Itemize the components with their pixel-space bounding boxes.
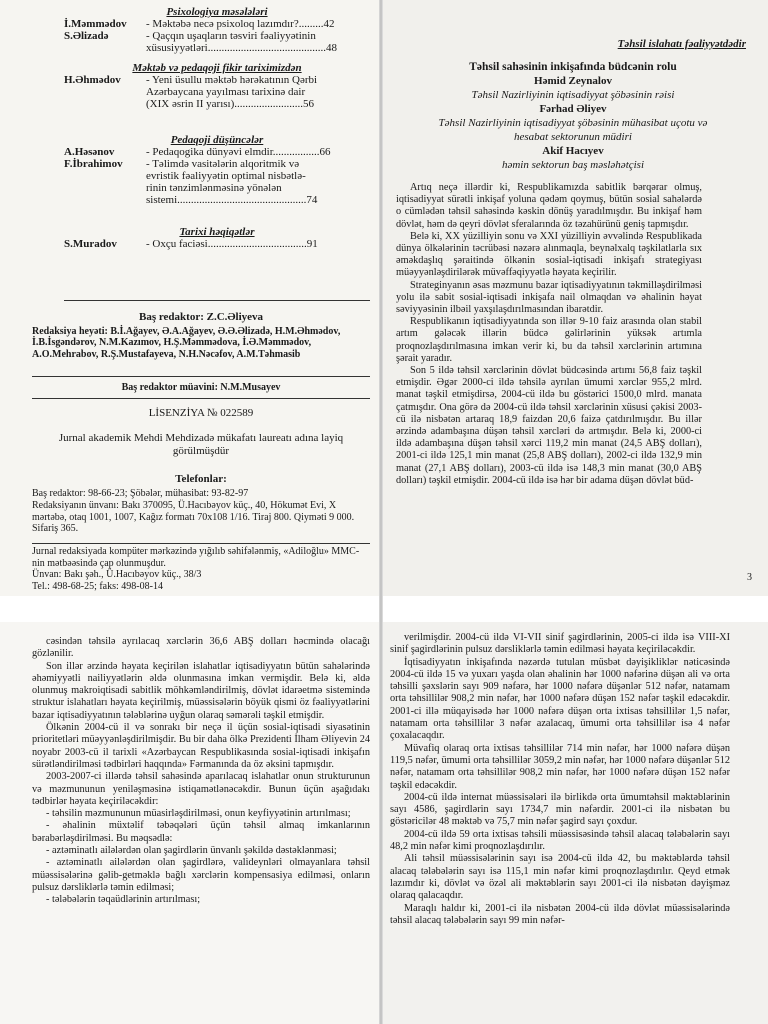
paragraph: - təhsilin məzmununun müasirləşdirilməsi, onun keyfiyyətinin artırılması; — [46, 808, 351, 820]
toc-title: - Pedaqogika dünyəvi elmdir.................66 — [146, 146, 331, 158]
table-of-contents — [64, 6, 370, 250]
toc-author — [64, 86, 146, 98]
paragraph: - tələbələrin təqaüdlərinin artırılması; — [46, 894, 201, 906]
author-position: Təhsil Nazirliyinin iqtisadiyyat şöbəsinin rəisi — [471, 89, 675, 101]
author-name: Həmid Zeynalov — [534, 75, 612, 87]
award-note: Jurnal akademik Mehdi Mehdizadə mükafatı laureatı adına layiq görülmüşdür — [58, 432, 344, 457]
toc-section-heading: Pedaqoji düşüncələr — [170, 134, 264, 146]
page-gap — [0, 596, 768, 622]
chief-editor: Baş redaktor: Z.C.Əliyeva — [138, 311, 264, 323]
toc-author — [64, 170, 146, 182]
toc-entry — [64, 74, 370, 86]
divider — [64, 300, 370, 301]
paragraph: verilmişdir. 2004-cü ildə VI-VII sinif şagirdlərinin, 2005-ci ildə isə VIII-XI sinif şagirdlərinin pulsuz dərsliklərlə təmin edilməsi həyata keçiriləcəkdir. — [390, 632, 730, 656]
paragraph: - aztəminatlı ailələrdən olan şagirdlərə, valideynləri olmayanlara təhsil müəssisələrinə gəlib-getməklə bağlı xərclərin kompensasiya edilməsi, onların pulsuz dərsliklərlə təmin edilməsi; — [32, 857, 370, 893]
article-body-right — [396, 182, 702, 487]
toc-author — [64, 182, 146, 194]
paragraph: Belə ki, XX yüzilliyin sonu və XXI yüzilliyin əvvəlində Respublikada dünya ölkələrinin təcrübəsi nəzərə alınmaqla, beynəlxalq təşkilatlarla sıx əməkdaşlıq şəraitində ölkənin sosial-iqtisadi inkişafı strategiyası müəyyənləşdirilərək müvəffəqiyyətlə həyata keçirilir. — [396, 230, 702, 279]
paragraph: Son illər ərzində həyata keçirilən islahatlar iqtisadiyyatın bütün sahələrində əhəmiyyətli nailiyyətlərin əldə olunmasına imkan vermişdir. Belə ki, əldə olunmuş makroiqtisadi sabitlik möhkəmləndirilmiş, dövlət idarəetmə sistemində struktur islahatları həyata keçirilmiş, müəssisələrin böyük qismi öz fəaliyyətlərini bazar iqtisadiyyatının tələblərinə uyğun olaraq səmərəli təşkil etmişdir. — [32, 660, 370, 721]
paragraph: Ölkənin 2004-cü il və sonrakı bir neçə il üçün sosial-iqtisadi siyasətinin prioritetləri müəyyənləşdirilmişdir. Bu bir daha ölkə Prezidenti İlham Əliyevin 24 noyabr 2003-cü il tarixli «Azərbaycan Respublikasında sosial-iqtisadi inkişafın sürətləndirilməsi tədbirləri haqqında» Fərmanında da öz əksini tapmışdır. — [32, 722, 370, 770]
toc-title: rinin tənzimlənməsinə yönələn — [146, 182, 282, 194]
license: LİSENZİYA № 022589 — [148, 407, 254, 419]
address: Redaksiyanın ünvanı: Bakı 370095, Ü.Hacıbəyov küç., 40, Hökumət Evi, X mərtəbə, otaq 1001, 1007, Kağız formatı 70x108 1/16. Tiraj 800. Qiyməti 9 000. Sifariş 365. — [32, 500, 355, 534]
print-info: Jurnal redaksiyada kompüter mərkəzində yığılıb səhifələnmiş, «Adiloğlu» MMC-nin mətbəəsində çap olunmuşdur. — [32, 546, 360, 569]
paragraph: Müvafiq olaraq orta ixtisas təhsillilər 714 min nəfər, hər 1000 nəfərə düşən 119,5 nəfər, ümumi orta təhsillilər 3059,2 min nəfər, hər 1000 nəfərə düşənlər 512 nəfər, natamam orta təhsillilər 908,2 min nəfər, hər 1000 nəfərə düşən 152 nəfər təşkil edəcəkdir. — [390, 742, 730, 791]
author-position: Təhsil Nazirliyinin iqtisadiyyat şöbəsinin mühasibat uçotu və hesabat sektorunun müdiri — [438, 117, 708, 143]
paragraph: Son 5 ildə təhsil xərclərinin dövlət büdcəsində artımı 56,8 faiz təşkil etmişdir. Əgər 2000-ci ildə təhsilə ayrılan ümumi xərclər 955,2 mlrd. manat təşkil etmişdirsə, 2004-cü ildə bu göstərici 1500,0 mlrd. manata çatmışdır. Ona görə də 2004-cü ildə təhsil xərclərinin xüsusi çəkisi 2003-cü ilə nisbətən artaraq 18,9 faizdən 20,6 faizə çatdırılmışdır. Bu illər ərzində adambaşına düşən təhsil xərcləri də artmışdır. Belə ki, 2000-ci ildə adambaşına düşən təhsil xərci 119,2 min manat (24,5 ABŞ dolları), 2001-ci ildə 125,1 min manat (25,8 ABŞ dolları), 2002-ci ildə 132,9 min manat (27,1 ABŞ dolları), 2003-cü ildə isə 148,3 min manat (30,0 ABŞ dolları) təşkil etmişdir. 2004-cü ildə isə hər bir adama düşən dövlət büd- — [396, 365, 702, 486]
phones: Baş redaktor: 98-66-23; Şöbələr, mühasibat: 93-82-97 — [32, 488, 249, 499]
toc-entry — [64, 86, 370, 98]
toc-entry — [64, 194, 370, 206]
page-number: 3 — [747, 572, 752, 583]
toc-title: - Qaçqın uşaqların təsviri fəaliyyətinin — [146, 30, 316, 42]
article-body-bottom-right — [390, 632, 730, 927]
toc-entry — [64, 18, 370, 30]
paragraph: Respublikanın iqtisadiyyatında son illər 9-10 faiz arasında olan stabil artım gələcək illərin büdcə gəlirlərinin yüksək artımla proqnozlaşdırılmasına imkan verir ki, bu da təhsil xərclərinin artımına şərait yaradır. — [396, 316, 702, 364]
paragraph: - əhalinin müxtəlif təbəqələri üçün təhsil almaq imkanlarının bərabərləşdirilməsi. Bu məqsədlə: — [32, 820, 370, 844]
toc-author: A.Həsənov — [64, 146, 115, 158]
paragraph: Ali təhsil müəssisələrinin sayı isə 2004-cü ildə 42, bu məktəblərdə təhsil alacaq tələbələrin sayı isə 115,1 min nəfər kimi proqnozlaşdırılır. Qeyd etmək lazımdır ki, dövlət və özəl ali məktəblərin sayı 2001-ci ilə nisbətən dəyişməz olaraq qalacaqdır. — [390, 853, 730, 902]
toc-title: Azərbaycana yayılması tarixinə dair — [146, 86, 306, 98]
toc-author: S.Əlizadə — [64, 30, 109, 42]
toc-title: evristik fəaliyyətin optimal nisbətlə- — [146, 170, 306, 182]
toc-entry — [64, 170, 370, 182]
author-position: həmin sektorun baş məsləhətçisi — [501, 159, 645, 171]
toc-author: F.İbrahimov — [64, 158, 123, 170]
divider — [32, 376, 370, 377]
toc-author: S.Muradov — [64, 238, 117, 250]
toc-title: - Təlimdə vasitələrin alqoritmik və — [146, 158, 300, 170]
article-title: Təhsil sahəsinin inkişafında büdcənin rolu — [469, 61, 677, 73]
article-title-block — [392, 60, 754, 172]
toc-entry — [64, 158, 370, 170]
toc-title: (XIX əsrin II yarısı).........................56 — [146, 98, 315, 110]
toc-author: İ.Məmmədov — [64, 18, 127, 30]
paragraph: Maraqlı haldır ki, 2001-ci ilə nisbətən 2004-cü ildə dövlət müəssisələrində təhsil alacaq tələbələrin sayı 99 min nəfər- — [390, 902, 730, 926]
toc-entry — [64, 42, 370, 54]
paragraph: 2004-cü ildə internat müəssisələri ilə birlikdə orta ümumtəhsil məktəblərinin sayı 4586, şagirdlərin sayı 1734,7 min nəfərdir. 2001-ci ilə nisbətən bu göstəricilər 48 məktəb və 75,7 min nəfər şagird sayı çoxdur. — [390, 791, 730, 828]
editorial-board — [32, 312, 370, 360]
toc-entry — [64, 182, 370, 194]
paragraph: cəsindən təhsilə ayrılacaq xərclərin 36,6 ABŞ dolları həcmində olacağı gözlənilir. — [32, 636, 370, 660]
article-body-bottom-left — [32, 636, 370, 907]
section-header: Təhsil islahatı fəaliyyətdədir — [617, 38, 746, 50]
paragraph: Artıq neçə illərdir ki, Respublikamızda sabitlik bərqərar olmuş, iqtisadiyyat sürətli inkişaf yoluna qədəm qoymuş, bütün sosial sahələrdə o cümlədən təhsil sahəsində kəskin dönüş yaradılmışdır. Bu inkişaf həm dövlət, həm də qeyri dövlət sferalarında öz təzahürünü geniş tapmışdır. — [396, 182, 702, 230]
divider — [32, 398, 370, 399]
print-address: Ünvan: Bakı şəh., Ü.Hacıbəyov küç., 38/3 — [32, 569, 202, 580]
paragraph: Strateginyanın əsas məzmunu bazar iqtisadiyyatının təkmilləşdirilməsi yolu ilə sabit sosial-iqtisadi inkişafa nail olmaqdan və əhalinin həyat səviyyəsinin ilbəil yaxşılaşdırılmasından ibarətdir. — [396, 279, 702, 316]
toc-entry — [64, 30, 370, 42]
author-name: Akif Hacıyev — [542, 145, 604, 157]
toc-section-heading: Psixologiya məsələləri — [166, 6, 268, 18]
toc-title: - Oxçu faciəsi....................................91 — [146, 238, 318, 250]
toc-author — [64, 98, 146, 110]
toc-title: xüsusiyyətləri...........................................48 — [146, 42, 337, 54]
fax: Tel.: 498-68-25; faks: 498-08-14 — [32, 581, 163, 592]
toc-section-heading: Tarixi həqiqətlər — [179, 226, 255, 238]
paragraph: İqtisadiyyatın inkişafında nəzərdə tutulan müsbət dəyişikliklər nəticəsində 2004-cü ildə 15 və yuxarı yaşda olan əhalinin hər 1000 nəfərinə düşən ali və orta təhsilli şəxslərin sayı 909 nəfərə, hər 1000 nəfərə düşənlər 512 nəfər, natamam orta təhsillilər 908,2 min nəfər, hər 1000 nəfərə düşən 152 nəfər təşkil edəcəkdir. 2001-ci illə müqayisədə hər 1000 nəfərə düşən orta ixtisas təhsillilər 1,5 nəfər, natamam orta təhsillilər 3 nəfər azalacaq, ümumi orta təhsillilər isə 4 nəfər çoxalacaqdır. — [390, 656, 730, 742]
toc-section-heading: Məktəb və pedaqoji fikir tariximizdən — [132, 62, 302, 74]
paragraph: - aztəminatlı ailələrdən olan şagirdlərin ünvanlı şəkildə dəstəklənməsi; — [46, 845, 337, 857]
toc-entry — [64, 98, 370, 110]
toc-title: sistemi...............................................74 — [146, 194, 318, 206]
toc-entry — [64, 238, 370, 250]
deputy-editor: Baş redaktor müavini: N.M.Musayev — [121, 382, 281, 393]
phones-heading: Telefonlar: — [175, 473, 227, 485]
toc-author: H.Əhmədov — [64, 74, 121, 86]
page-top-left — [0, 0, 382, 600]
toc-title: - Yeni üsullu məktəb hərəkatının Qərbi — [146, 74, 318, 86]
toc-author — [64, 194, 146, 206]
author-name: Fərhad Əliyev — [539, 103, 607, 115]
paragraph: 2003-2007-ci illərdə təhsil sahəsində aparılacaq islahatlar onun strukturunun və məzmununun yeniləşməsinə istiqamətlənəcəkdir. Bunun üçün aşağıdakı tədbirlər həyata keçiriləcəkdir: — [32, 771, 370, 807]
toc-entry — [64, 146, 370, 158]
toc-author — [64, 42, 146, 54]
paragraph: 2004-cü ildə 59 orta ixtisas təhsili müəssisəsində təhsil alacaq tələbələrin sayı 48,2 min nəfər kimi proqnozlaşdırılır. — [390, 828, 730, 853]
divider — [32, 543, 370, 544]
editorial-board-members: Redaksiya heyəti: B.İ.Ağayev, Ə.A.Ağayev, Ə.Ə.Əlizadə, H.M.Əhmədov, İ.B.İsgəndərov, N.M.Kazımov, H.Ş.Məmmədova, İ.Ə.Məmmədov, A.O.Mehrabov, R.Ş.Mustafayeva, N.H.Nəcəfov, A.M.Təhmasib — [32, 325, 341, 360]
toc-title: - Məktəbə necə psixoloq lazımdır?.........42 — [146, 18, 335, 30]
book-spine — [379, 0, 383, 1024]
